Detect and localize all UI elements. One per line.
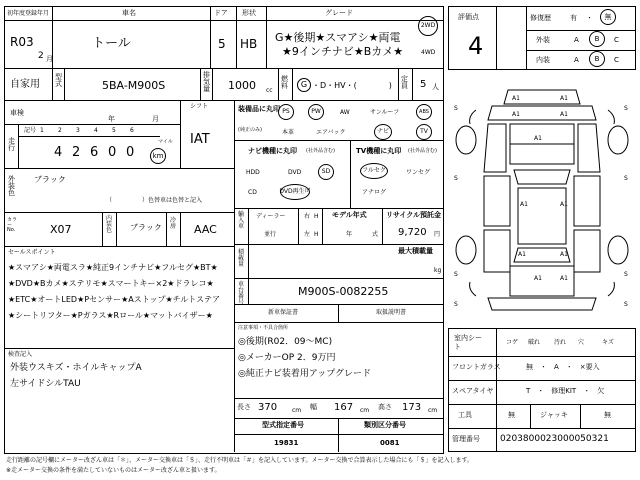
recycle-label: リサイクル預託金 <box>386 211 442 219</box>
diagram-cue: S <box>624 271 628 278</box>
digit-label: 3 <box>76 127 80 134</box>
tools-value: 無 <box>508 411 515 419</box>
nav-dvd: DVD <box>288 169 302 176</box>
inspection-month: 月 <box>152 115 159 123</box>
class-number-label: 類別区分番号 <box>364 421 406 429</box>
grade-line-2: ★9インチナビ★Bカメ★ <box>282 45 404 58</box>
shape-label: 形状 <box>242 9 256 17</box>
color-code: X07 <box>50 223 72 236</box>
interior-color: ブラック <box>130 223 162 232</box>
equip-aw: AW <box>340 109 350 116</box>
damage-mark: A1 <box>560 275 568 282</box>
height-unit: cm <box>428 407 438 414</box>
interior-grade-label: 内装 <box>536 56 550 64</box>
damage-mark: A1 <box>534 135 542 142</box>
model-year-model: 式 <box>372 231 379 238</box>
ac-label: 冷房 <box>170 217 177 230</box>
type-number: 19831 <box>274 439 299 447</box>
footer-line-2: ※走メーター交換の条件を満たしていないものはメーター改ざん車と扱います。 <box>6 467 221 474</box>
diagram-cue: S <box>454 301 458 308</box>
equip-nav-circled: ナビ <box>374 124 392 140</box>
tv-oneseg: ワンセグ <box>406 169 431 176</box>
equip-abs-circled: ABS <box>416 104 432 120</box>
exterior-color: ブラック <box>34 175 66 184</box>
equipment-title: 装備品に丸印 <box>238 105 280 113</box>
diagram-cue: S <box>624 301 628 308</box>
inspection-year: 年 <box>108 115 115 123</box>
car-damage-diagram <box>448 80 636 326</box>
mileage-digit: 0 <box>108 145 117 160</box>
grade-label: グレード <box>325 9 353 17</box>
color-code-label: カラー No. <box>7 217 18 233</box>
inspector-title: 検査記入 <box>8 351 33 358</box>
sales-points-title: セールスポイント <box>8 249 56 256</box>
height-label: 高さ <box>378 403 392 411</box>
import-handle-2: H <box>314 231 319 238</box>
exterior-grade-c: C <box>614 36 619 44</box>
diagram-cue: S <box>454 105 458 112</box>
unit-mile: マイル <box>158 139 173 145</box>
seat-item: コゲ <box>506 339 519 346</box>
sales-point-line: ★シートリフター★Pガラス★Rロール★マットバイザー★ <box>8 311 213 320</box>
sales-point-line: ★スマアシ★両電スラ★純正9インチナビ★フルセグ★BT★ <box>8 263 218 272</box>
jack-label: ジャッキ <box>540 411 568 419</box>
seat-item: 穴 <box>578 339 585 346</box>
car-name: トール <box>92 36 131 51</box>
jack-value: 無 <box>604 411 611 419</box>
import-dealer: ディーラー <box>256 213 286 220</box>
interior-color-label: 内装色 <box>106 215 113 234</box>
damage-mark: A1 <box>534 275 542 282</box>
equip-ps-circled: PS <box>278 104 294 120</box>
import-left: 左 <box>304 231 311 238</box>
displacement-label: 排気量 <box>203 71 210 93</box>
nav-note: (社外品含む) <box>306 148 335 154</box>
diagram-cue: S <box>624 105 628 112</box>
digit-label: 1 <box>40 127 44 134</box>
reg-month: 2 <box>38 51 44 61</box>
digit-label: 5 <box>112 127 116 134</box>
exterior-grade-b-circled: B <box>589 31 605 47</box>
repair-label: 修復歴 <box>530 14 551 22</box>
mgmt-label: 管理番号 <box>452 435 480 443</box>
model-code: 5BA-M900S <box>102 79 166 92</box>
recycle-amount: 9,720 <box>398 227 427 238</box>
equip-pw-circled: PW <box>308 104 324 120</box>
damage-mark: A1 <box>512 95 520 102</box>
seat-item: 汚れ <box>554 339 567 346</box>
name-label: 車名 <box>122 9 136 17</box>
load-unit: kg <box>434 267 442 274</box>
tv-analog: アナログ <box>362 189 387 196</box>
type-number-label: 型式指定番号 <box>262 421 304 429</box>
fuel-gasoline-circled: G <box>297 78 311 92</box>
mileage-digit: 6 <box>90 145 99 160</box>
equip-tv-circled: TV <box>416 124 432 140</box>
capacity-label: 定員 <box>401 75 408 90</box>
nav-title: ナビ機種に丸印 <box>248 147 297 155</box>
notes-line-2: ◎メーカーOP 2．9万円 <box>238 353 336 363</box>
glass-items: 無 ・ A ・ ×要入 <box>526 363 600 371</box>
warranty-new-label: 新車保証書 <box>268 309 299 316</box>
damage-mark: A1 <box>560 251 568 258</box>
import-handle-1: H <box>314 213 319 220</box>
class-number: 0081 <box>380 439 400 447</box>
seat-label: 室内シート <box>454 334 482 352</box>
nav-hdd: HDD <box>246 169 260 176</box>
body-shape: HB <box>240 37 258 51</box>
load-label: 最大積載量 <box>398 247 433 255</box>
diagram-cue: S <box>454 271 458 278</box>
damage-mark: A1 <box>560 95 568 102</box>
exterior-grade-label: 外装 <box>536 36 550 44</box>
import-label: 輸入車 <box>238 211 245 230</box>
repair-no-circled: 無 <box>600 9 616 25</box>
inspector-line-1: 外装ウスキズ・ホイルキャップA <box>10 363 142 373</box>
model-year-year: 年 <box>346 231 353 238</box>
spare-items: T ・ 修理KIT ・ 欠 <box>526 387 605 395</box>
equip-airbag: エアバック <box>316 129 346 136</box>
exterior-side-label: 外装色 <box>8 175 15 197</box>
nav-dvd-playback-circled: DVD再生可 <box>280 184 310 200</box>
import-parallel: 並行 <box>264 231 277 238</box>
mgmt-number: 0203800023000050321 <box>500 434 609 444</box>
load-side-label: 積載量 <box>238 249 245 268</box>
exterior-note: （ ）色替車は色替と記入 <box>106 197 203 204</box>
notes-title: 注意事項・不具合箇所 <box>238 325 289 331</box>
tv-title: TV機種に丸印 <box>356 147 402 155</box>
digit-label: 2 <box>58 127 62 134</box>
reg-label: 初年度登録年月 <box>7 10 50 17</box>
model-label: 型式 <box>55 73 62 88</box>
seat-item: 破れ <box>528 339 541 346</box>
height-value: 173 <box>402 402 422 413</box>
shift-label: シフト <box>190 103 209 110</box>
reg-year: R03 <box>10 35 34 49</box>
door-count: 5 <box>218 37 226 51</box>
footer-line-1: 走行距離の記号欄にメーター改ざん車は「＊」、メーター交換車は「＄」、走行不明車は「＃」を記入しています。メーター交換で合算表示した場合にも「＄」を記入します。 <box>6 457 474 464</box>
usage: 自家用 <box>10 79 40 90</box>
exterior-grade-a: A <box>574 36 579 44</box>
inspector-line-2: 左サイドシルTAU <box>10 379 81 389</box>
capacity: 5 <box>420 79 427 90</box>
seat-item: キズ <box>602 339 614 346</box>
import-right: 右 <box>304 213 311 220</box>
tools-label: 工具 <box>458 411 472 419</box>
damage-mark: A1 <box>560 111 568 118</box>
displacement: 1000 <box>228 79 256 92</box>
width-label: 幅 <box>310 403 317 411</box>
damage-mark: A1 <box>520 201 528 208</box>
diagram-cue: S <box>454 175 458 182</box>
length-unit: cm <box>292 407 302 414</box>
inspection-label: 車検 <box>10 109 24 117</box>
interior-grade-a: A <box>574 56 579 64</box>
cc-unit: cc <box>266 87 273 94</box>
length-value: 370 <box>258 402 278 413</box>
repair-dot: ・ <box>586 14 593 22</box>
fuel-other: ・D・HV・( ) <box>312 81 392 90</box>
diagram-cue: S <box>624 175 628 182</box>
chassis-side-label: 車台番号 <box>238 281 245 306</box>
equip-leather: 本革 <box>282 129 295 136</box>
mileage-digit: 0 <box>126 145 135 160</box>
digit-label: 4 <box>94 127 98 134</box>
unit-km-circled: km <box>150 148 166 164</box>
repair-yes: 有 <box>570 14 577 22</box>
tv-note: (社外品含む) <box>408 148 437 154</box>
score-value: 4 <box>468 32 484 60</box>
tv-fullseg-circled: フルセグ <box>360 163 388 179</box>
warranty-manual-label: 取扱説明書 <box>376 309 407 316</box>
damage-mark: A1 <box>518 251 526 258</box>
width-value: 167 <box>334 402 354 413</box>
interior-grade-b-circled: B <box>589 51 605 67</box>
score-label: 評価点 <box>458 13 479 21</box>
digit-label: 6 <box>130 127 134 134</box>
glass-label: フロントガラス <box>452 363 501 371</box>
width-unit: cm <box>360 407 370 414</box>
equip-sunroof: サンルーフ <box>370 109 400 116</box>
chassis-number: M900S-0082255 <box>298 285 389 298</box>
capacity-unit: 人 <box>432 83 439 91</box>
drive-2wd-circled: 2WD <box>418 16 438 36</box>
damage-mark: A1 <box>512 111 520 118</box>
model-year-label: モデル年式 <box>332 211 367 219</box>
nav-sd-circled: SD <box>318 164 334 180</box>
length-label: 長さ <box>237 403 251 411</box>
record-label: 記号 <box>24 127 37 134</box>
interior-grade-c: C <box>614 56 619 64</box>
shift-value: IAT <box>190 132 210 147</box>
sales-point-line: ★ETC★オートLED★Pセンサー★Aストップ★チルトステア <box>8 295 221 304</box>
drive-4wd: 4WD <box>421 49 436 56</box>
mileage-digit: 2 <box>72 145 81 160</box>
sales-point-line: ★DVD★Bカメ★ステリモ★スマートキー×2★ドラレコ★ <box>8 279 214 288</box>
door-label: ドア <box>214 9 228 17</box>
nav-cd: CD <box>248 189 257 196</box>
fuel-label: 燃料 <box>281 75 288 90</box>
notes-line-3: ◎純正ナビ装着用アップグレード <box>238 369 371 379</box>
mileage-side-label: 走行 <box>8 137 15 152</box>
notes-line-1: ◎後期(R02．09〜MC) <box>238 337 333 347</box>
damage-mark: A1 <box>560 201 568 208</box>
ac-value: AAC <box>194 223 217 236</box>
reg-month-unit: 月 <box>46 55 53 63</box>
spare-label: スペアタイヤ <box>452 387 494 395</box>
mileage-digit: 4 <box>54 145 63 160</box>
recycle-unit: 円 <box>434 231 441 238</box>
equipment-subtitle: (純正のみ) <box>238 127 262 133</box>
grade-line-1: G★後期★スマアシ★両電 <box>275 31 401 44</box>
